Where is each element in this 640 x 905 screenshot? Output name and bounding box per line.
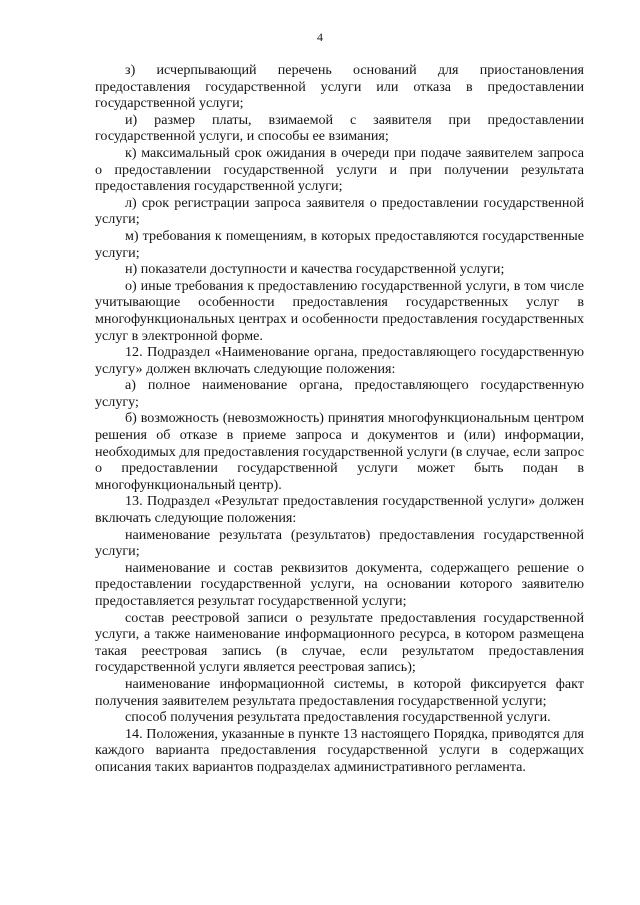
paragraph-document-requisites: наименование и состав реквизитов документа, содержащего решение о предоставлении государственной услуги, на основании которого заявителю предоставляется результат государственной услуги; <box>95 559 584 609</box>
paragraph-item-i: и) размер платы, взимаемой с заявителя при предоставлении государственной услуги, и способы ее взимания; <box>95 111 584 145</box>
paragraph-clause-14: 14. Положения, указанные в пункте 13 настоящего Порядка, приводятся для каждого варианта предоставления государственной услуги в содержащих описания таких вариантов подразделах административного регламента. <box>95 725 584 775</box>
paragraph-clause-13: 13. Подраздел «Результат предоставления государственной услуги» должен включать следующие положения: <box>95 493 584 527</box>
paragraph-information-system: наименование информационной системы, в которой фиксируется факт получения заявителем результата предоставления государственной услуги; <box>95 675 584 709</box>
paragraph-item-l: л) срок регистрации запроса заявителя о предоставлении государственной услуги; <box>95 194 584 228</box>
paragraph-item-k: к) максимальный срок ожидания в очереди при подаче заявителем запроса о предоставлении государственной услуги и при получении результата предоставления государственной услуги; <box>95 144 584 195</box>
paragraph-clause-12: 12. Подраздел «Наименование органа, предоставляющего государственную услугу» должен включать следующие положения: <box>95 344 584 377</box>
paragraph-registry-record: состав реестровой записи о результате предоставления государственной услуги, а также наименование информационного ресурса, в котором размещена такая реестровая запись (в случае, если результатом предоставления государственной услуги является реестровая запись); <box>95 609 584 676</box>
paragraph-item-z: з) исчерпывающий перечень оснований для приостановления предоставления государственной услуги или отказа в предоставлении государственной услуги; <box>95 62 584 112</box>
paragraph-item-n: н) показатели доступности и качества государственной услуги; <box>125 261 505 278</box>
document-body <box>95 62 584 776</box>
paragraph-result-name: наименование результата (результатов) предоставления государственной услуги; <box>95 526 584 560</box>
paragraph-item-o: о) иные требования к предоставлению государственной услуги, в том числе учитывающие особенности предоставления государственных услуг в многофункциональных центрах и особенности предоставления государственных услуг в электронной форме. <box>95 277 584 344</box>
paragraph-item-a: а) полное наименование органа, предоставляющего государственную услугу; <box>95 377 584 410</box>
page-number: 4 <box>317 30 323 44</box>
paragraph-item-b: б) возможность (невозможность) принятия многофункциональным центром решения об отказе в приеме запроса и документов и (или) информации, необходимых для предоставления государственной услуги (в случае, если запрос о предоставлении государственной услуги может быть подан в многофункциональный центр). <box>95 410 584 493</box>
paragraph-result-method: способ получения результата предоставления государственной услуги. <box>125 709 551 726</box>
paragraph-item-m: м) требования к помещениям, в которых предоставляются государственные услуги; <box>95 227 584 261</box>
